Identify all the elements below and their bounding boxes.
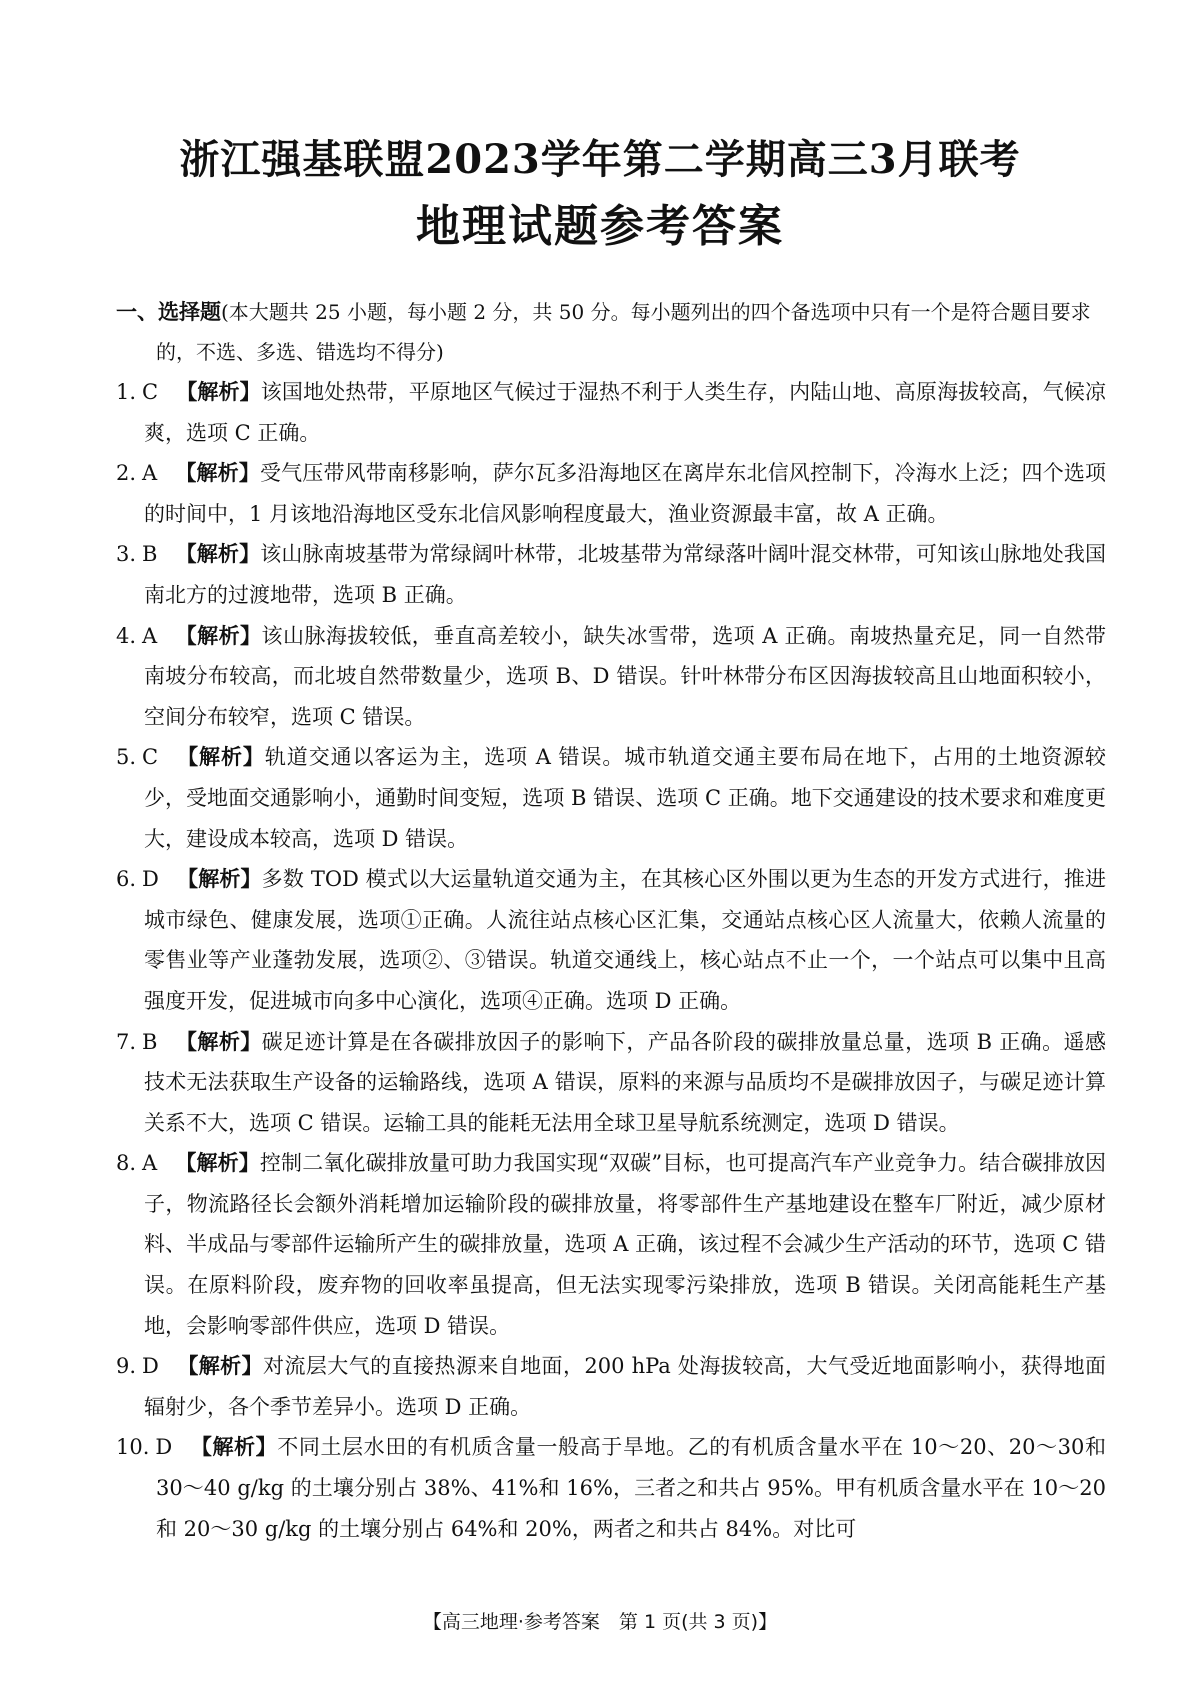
- section-title: 一、选择题: [116, 300, 221, 324]
- exam-title: 浙江强基联盟2023学年第二学期高三3月联考: [179, 136, 1021, 183]
- analysis-tag: 【解析】: [176, 1354, 264, 1379]
- answer-item: [116, 1427, 1106, 1549]
- question-number: 4.: [116, 623, 137, 648]
- analysis-text: 对流层大气的直接热源来自地面，200 hPa 处海拔较高，大气受近地面影响小，获得地面辐射少，各个季节差异小。选项 D 正确。: [144, 1354, 1107, 1419]
- analysis-tag: 【解析】: [190, 1435, 278, 1460]
- answer-letter: D: [155, 1435, 173, 1460]
- question-number: 6.: [116, 867, 137, 892]
- answer-item: [116, 616, 1106, 738]
- answer-item: [116, 453, 1106, 534]
- question-number: 9.: [116, 1354, 137, 1379]
- answer-letter: C: [142, 380, 159, 404]
- analysis-text: 不同土层水田的有机质含量一般高于旱地。乙的有机质含量水平在 10～20、20～30和 30～40 g/kg 的土壤分别占 38%、41%和 16%，三者之和共占 95%。甲有机质含量水平在 10～20 和 20～30 g/kg 的土壤分别占 64%和 20%，两者之和共占 84%。对比可: [156, 1435, 1106, 1541]
- question-number: 7.: [116, 1029, 137, 1054]
- analysis-tag: 【解析】: [175, 1151, 260, 1176]
- analysis-text: 受气压带风带南移影响，萨尔瓦多沿海地区在离岸东北信风控制下，冷海水上泛；四个选项的时间中，1 月该地沿海地区受东北信风影响程度最大，渔业资源最丰富，故 A 正确。: [144, 461, 1107, 526]
- document-subtitle: 地理试题参考答案: [416, 201, 784, 252]
- analysis-text: 该国地处热带，平原地区气候过于湿热不利于人类生存，内陆山地、高原海拔较高，气候凉爽，选项 C 正确。: [144, 380, 1107, 445]
- question-number: 2.: [116, 461, 137, 486]
- analysis-tag: 【解析】: [176, 380, 261, 404]
- answer-item: [116, 1022, 1106, 1144]
- answer-letter: B: [142, 542, 158, 567]
- answer-item: [116, 534, 1106, 615]
- answer-item: [116, 1346, 1106, 1427]
- analysis-tag: 【解析】: [175, 461, 260, 486]
- answer-letter: B: [142, 1029, 158, 1054]
- question-number: 10.: [116, 1435, 150, 1460]
- answer-content: [116, 292, 1106, 1549]
- analysis-text: 控制二氧化碳排放量可助力我国实现“双碳”目标，也可提高汽车产业竞争力。结合碳排放因子，物流路径长会额外消耗增加运输阶段的碳排放量，将零部件生产基地建设在整车厂附近，减少原材料、半成品与零部件运输所产生的碳排放量，选项 A 正确，该过程不会减少生产活动的环节，选项 C 错误。在原料阶段，废弃物的回收率虽提高，但无法实现零污染排放，选项 B 错误。关闭高能耗生产基地，会影响零部件供应，选项 D 错误。: [144, 1151, 1107, 1338]
- analysis-tag: 【解析】: [176, 867, 262, 892]
- answer-item: [116, 372, 1106, 453]
- page-footer: 【高三地理·参考答案 第 1 页(共 3 页)】: [422, 1611, 778, 1633]
- question-number: 8.: [116, 1151, 137, 1176]
- analysis-text: 碳足迹计算是在各碳排放因子的影响下，产品各阶段的碳排放量总量，选项 B 正确。遥感技术无法获取生产设备的运输路线，选项 A 错误，原料的来源与品质均不是碳排放因子，与碳足迹计算关系不大，选项 C 错误。运输工具的能耗无法用全球卫星导航系统测定，选项 D 错误。: [144, 1029, 1107, 1135]
- section-instructions: (本大题共 25 小题，每小题 2 分，共 50 分。每小题列出的四个备选项中只有一个是符合题目要求的，不选、多选、错选均不得分): [156, 300, 1091, 364]
- analysis-text: 轨道交通以客运为主，选项 A 错误。城市轨道交通主要布局在地下，占用的土地资源较少，受地面交通影响小，通勤时间变短，选项 B 错误、选项 C 正确。地下交通建设的技术要求和难度更大，建设成本较高，选项 D 错误。: [144, 745, 1107, 851]
- answer-item: [116, 859, 1106, 1021]
- analysis-tag: 【解析】: [175, 1029, 262, 1054]
- question-number: 3.: [116, 542, 137, 567]
- answer-letter: A: [142, 461, 158, 486]
- section-heading: [116, 292, 1106, 372]
- answer-letter: C: [142, 745, 159, 770]
- analysis-text: 该山脉南坡基带为常绿阔叶林带，北坡基带为常绿落叶阔叶混交林带，可知该山脉地处我国南北方的过渡地带，选项 B 正确。: [144, 542, 1107, 607]
- analysis-tag: 【解析】: [175, 542, 261, 567]
- question-number: 5.: [116, 745, 137, 770]
- analysis-tag: 【解析】: [175, 623, 262, 648]
- answer-item: [116, 737, 1106, 859]
- answer-letter: A: [142, 623, 158, 648]
- answer-item: [116, 1143, 1106, 1346]
- answer-letter: D: [142, 867, 159, 892]
- analysis-text: 多数 TOD 模式以大运量轨道交通为主，在其核心区外围以更为生态的开发方式进行，推进城市绿色、健康发展，选项①正确。人流往站点核心区汇集，交通站点核心区人流量大，依赖人流量的零售业等产业蓬勃发展，选项②、③错误。轨道交通线上，核心站点不止一个，一个站点可以集中且高强度开发，促进城市向多中心演化，选项④正确。选项 D 正确。: [144, 867, 1106, 1013]
- question-number: 1.: [116, 380, 137, 404]
- analysis-tag: 【解析】: [176, 745, 265, 770]
- answer-list: [116, 372, 1106, 1549]
- answer-letter: D: [142, 1354, 159, 1379]
- analysis-text: 该山脉海拔较低，垂直高差较小，缺失冰雪带，选项 A 正确。南坡热量充足，同一自然带南坡分布较高，而北坡自然带数量少，选项 B、D 错误。针叶林带分布区因海拔较高且山地面积较小，空间分布较窄，选项 C 错误。: [144, 623, 1107, 729]
- answer-letter: A: [142, 1151, 158, 1176]
